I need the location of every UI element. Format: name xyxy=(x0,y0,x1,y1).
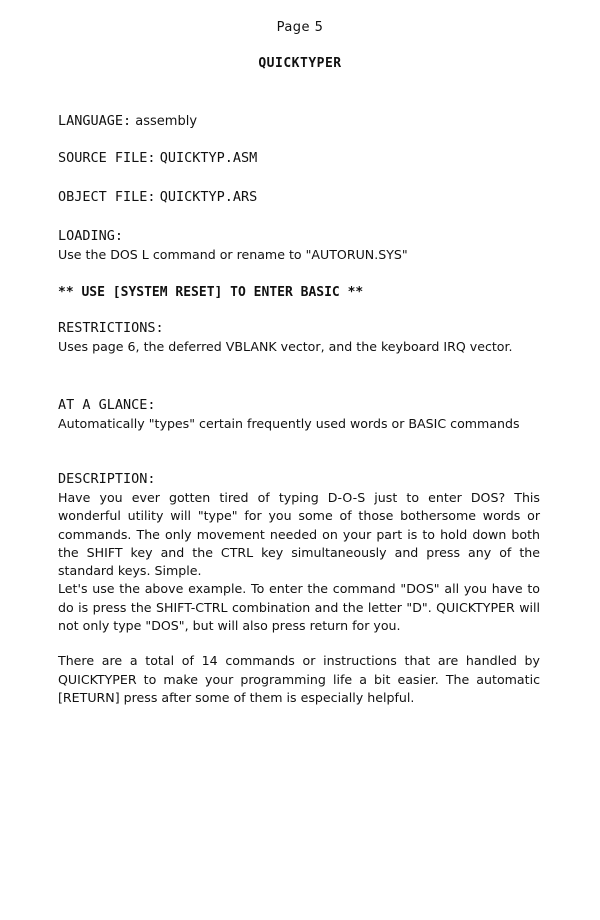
language-label: LANGUAGE: xyxy=(58,113,132,129)
page-number: Page 5 xyxy=(276,20,324,35)
system-reset-notice: ** USE [SYSTEM RESET] TO ENTER BASIC ** xyxy=(58,285,364,300)
description-section xyxy=(58,469,540,707)
source-file-value: QUICKTYP.ASM xyxy=(159,150,258,166)
description-paragraph-1: Have you ever gotten tired of typing D-O-S just to enter DOS? This wonderful utility will "type" for you some of those bothersome words or commands. The only movement needed on your part is to hold down both the SHIFT key and the CTRL key simultaneously and press any of the standard keys. Simple. xyxy=(58,490,540,579)
language-field xyxy=(58,111,548,132)
at-a-glance-text: Automatically "types" certain frequently used words or BASIC commands xyxy=(58,416,520,431)
description-heading: DESCRIPTION: xyxy=(58,471,156,487)
at-a-glance-heading: AT A GLANCE: xyxy=(58,397,156,413)
language-value: assembly xyxy=(135,114,198,129)
object-file-label: OBJECT FILE: xyxy=(58,189,156,205)
loading-section xyxy=(58,226,548,264)
source-file-field xyxy=(58,148,548,169)
loading-text: Use the DOS L command or rename to "AUTORUN.SYS" xyxy=(58,247,408,262)
object-file-value: QUICKTYP.ARS xyxy=(159,189,258,205)
description-paragraph-3: There are a total of 14 commands or instructions that are handled by QUICKTYPER to make your programming life a bit easier. The automatic [RETURN] press after some of them is especially helpful. xyxy=(58,653,540,705)
at-a-glance-section xyxy=(58,395,540,433)
object-file-field xyxy=(58,187,548,208)
restrictions-section xyxy=(58,318,540,356)
restrictions-heading: RESTRICTIONS: xyxy=(58,320,164,336)
loading-heading: LOADING: xyxy=(58,228,124,244)
restrictions-text: Uses page 6, the deferred VBLANK vector, and the keyboard IRQ vector. xyxy=(58,339,513,354)
description-paragraph-2: Let's use the above example. To enter the command "DOS" all you have to do is press the SHIFT-CTRL combination and the letter "D". QUICKTYPER will not only type "DOS", but will also press return for you. xyxy=(58,581,540,634)
document-title: QUICKTYPER xyxy=(258,56,342,71)
source-file-label: SOURCE FILE: xyxy=(58,150,156,166)
